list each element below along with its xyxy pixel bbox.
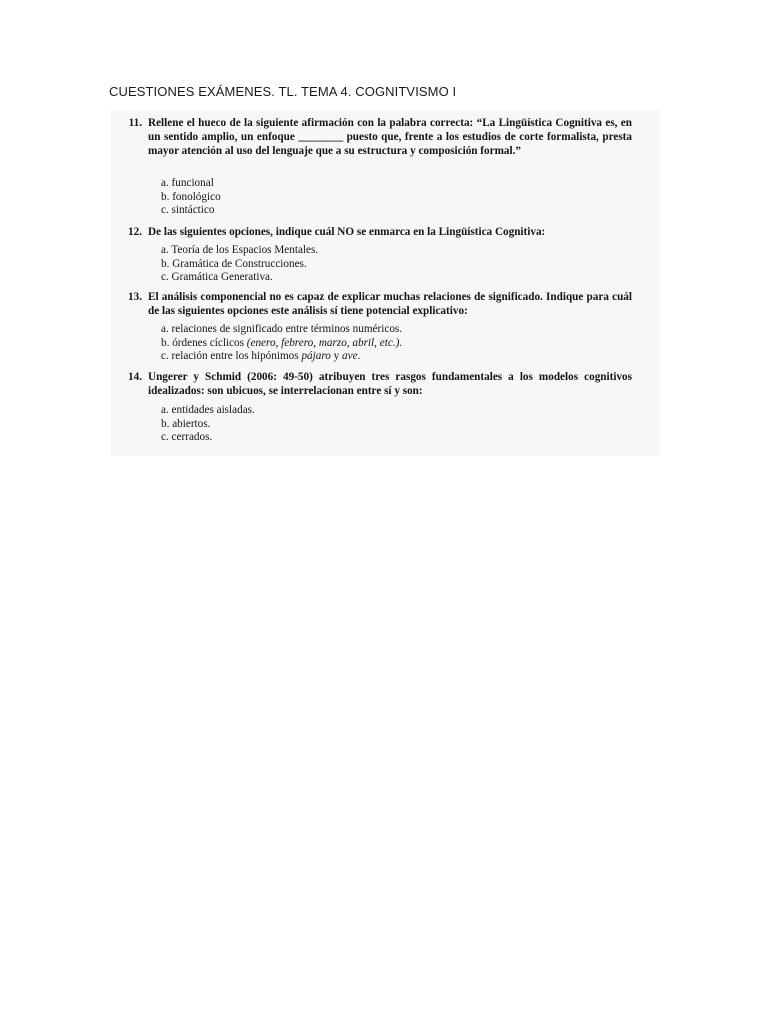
question-number: 14. [128, 371, 142, 383]
question-text: Ungerer y Schmid (2006: 49-50) atribuyen tres rasgos fundamentales a los modelos cognitivos idealizados: son ubicuos, se interrelacionan entre sí y son: [148, 371, 632, 397]
option-c: c. cerrados. [161, 431, 213, 444]
question-13-options [161, 323, 402, 364]
question-14-options [161, 404, 255, 445]
option-b: b. abiertos. [161, 417, 211, 430]
option-c: c. sintáctico [161, 204, 215, 217]
option-a: a. entidades aisladas. [161, 404, 255, 416]
question-13 [110, 290, 632, 318]
option-c-italic-2: ave [342, 350, 358, 363]
question-11 [110, 116, 632, 158]
question-text: El análisis componencial no es capaz de explicar muchas relaciones de significado. Indique para cuál de las siguientes opciones este análisis sí tiene potencial explicativo: [148, 291, 632, 317]
option-c-mid: y [330, 350, 343, 363]
question-text: Rellene el hueco de la siguiente afirmación con la palabra correcta: “La Lingüística Cognitiva es, en un sentido amplio, un enfoque ________ puesto que, frente a los estudios de corte formalista, presta mayor atención al uso del lenguaje que a su estructura y composición formal.” [148, 117, 632, 157]
question-11-options [161, 177, 221, 218]
option-c [161, 350, 402, 364]
question-number: 11. [128, 117, 142, 129]
question-text: De las siguientes opciones, indique cuál NO se enmarca en la Lingüística Cognitiva: [148, 226, 546, 238]
option-b: b. fonológico [161, 190, 221, 203]
scanned-question-sheet [110, 110, 660, 456]
question-number: 12. [128, 226, 142, 238]
option-b-text: b. órdenes cíclicos [161, 336, 247, 349]
option-c-end: . [357, 350, 361, 363]
option-b: b. Gramática de Construcciones. [161, 257, 307, 270]
option-c: c. Gramática Generativa. [161, 271, 273, 284]
option-a: a. funcional [161, 177, 214, 189]
option-a: a. Teoría de los Espacios Mentales. [161, 244, 319, 256]
document-header: CUESTIONES EXÁMENES. TL. TEMA 4. COGNITVISMO I [109, 84, 457, 99]
option-c-text: c. relación entre los hipónimos [161, 350, 302, 363]
option-b-italic: (enero, febrero, marzo, abril, etc.). [246, 336, 403, 349]
option-a: a. relaciones de significado entre términos numéricos. [161, 323, 403, 335]
question-14 [110, 370, 632, 398]
option-c-italic-1: pájaro [301, 350, 331, 363]
question-12-options [161, 244, 318, 285]
question-12 [110, 225, 632, 239]
option-b [161, 337, 402, 351]
question-number: 13. [128, 291, 142, 303]
